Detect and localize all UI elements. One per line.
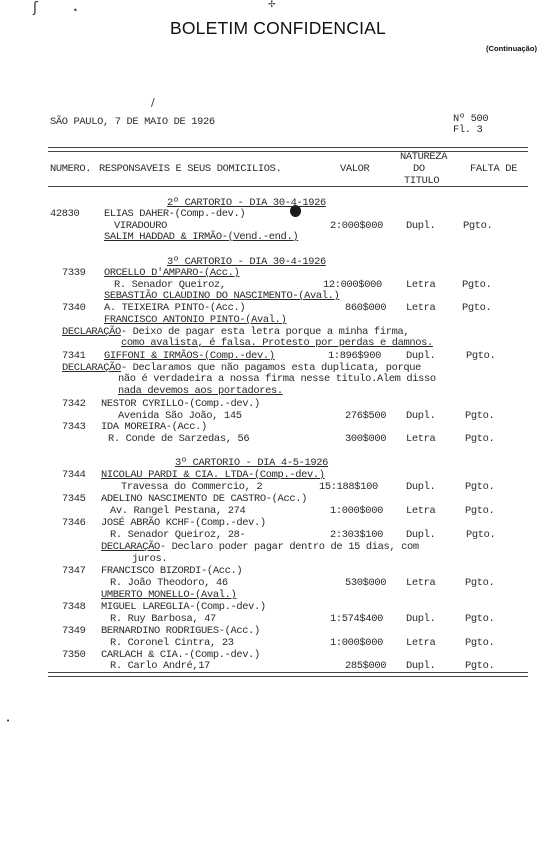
entry-line: R. Senador Queiroz, [114,279,226,291]
entry-nature: Dupl. [406,529,436,541]
bulletin-number: Nº 500 [453,113,489,125]
stray-dot: • [73,6,78,15]
entry-value: 1:000$000 [330,637,383,649]
entry-reason: Pgto. [465,660,495,672]
declaration-label: DECLARAÇÃO [62,362,121,374]
col-valor: VALOR [340,163,370,175]
entry-number: 7345 [62,493,86,505]
col-numero: NUMERO. [50,163,92,175]
entry-line: Av. Rangel Pestana, 274 [110,505,246,517]
entry-nature: Dupl. [406,613,436,625]
header-bottom-rule [48,186,528,187]
continuation-label: (Continuação) [486,44,538,53]
entry-line: MIGUEL LAREGLIA-(Comp.-dev.) [101,601,266,613]
entry-line: IDA MOREIRA-(Acc.) [101,421,207,433]
table-bottom-rule [48,672,528,673]
entry-line: R. Carlo André,17 [110,660,211,672]
declaration-line: nada devemos aos portadores. [118,385,283,397]
entry-nature: Dupl. [406,350,436,362]
stray-dot: • [6,717,11,725]
entry-value: 15:188$100 [319,481,378,493]
entry-line: Avenida São João, 145 [118,410,242,422]
entry-reason: Pgto. [466,529,496,541]
entry-value: 1:574$400 [330,613,383,625]
entry-line: ELIAS DAHER-(Comp.-dev.) [104,208,246,220]
entry-nature: Dupl. [406,410,436,422]
header-top-rule [48,151,528,152]
entry-line: FRANCISCO BIZORDI-(Acc.) [101,565,243,577]
declaration-line: - Declaro poder pagar dentro de 15 dias, com [159,541,419,553]
col-do: DO [413,163,425,175]
entry-value: 860$000 [345,302,387,314]
entry-number: 7344 [62,469,86,481]
entry-line: SEBASTIÃO CLAUDINO DO NASCIMENTO-(Aval.) [104,290,340,302]
entry-line: GIFFONI & IRMÃOS-(Comp.-dev.) [104,350,275,362]
col-falta-de: FALTA DE [470,163,518,175]
entry-reason: Pgto. [465,613,495,625]
entry-reason: Pgto. [465,410,495,422]
entry-reason: Pgto. [462,302,492,314]
declaration-line: - Declaramos que não pagamos esta duplicata, porque [120,362,422,374]
declaration-label: DECLARAÇÃO [101,541,160,553]
entry-value: 12:000$000 [323,279,382,291]
entry-line: NICOLAU PARDI & CIA. LTDA-(Comp.-dev.) [101,469,325,481]
entry-nature: Letra [406,302,436,314]
entry-reason: Pgto. [465,433,495,445]
entry-line: NESTOR CYRILLO-(Comp.-dev.) [101,398,260,410]
entry-nature: Letra [406,637,436,649]
col-titulo: TITULO [404,175,440,187]
declaration-line: como avalista, é falsa. Protesto por perdas e damnos. [121,337,433,349]
section-heading: 3º CARTORIO - DIA 30-4-1926 [167,256,326,268]
header-top-rule [48,147,528,148]
section-heading: 3º CARTORIO - DIA 4-5-1926 [175,457,329,469]
entry-line: R. Conde de Sarzedas, 56 [108,433,250,445]
entry-reason: Pgto. [462,279,492,291]
entry-number: 7340 [62,302,86,314]
entry-line: VIRADOURO [114,220,167,232]
entry-line: R. Coronel Cintra, 23 [110,637,234,649]
entry-value: 530$000 [345,577,387,589]
section-heading: 2º CARTORIO - DIA 30-4-1926 [167,197,326,209]
entry-line: JOSÉ ABRÃO KCHF-(Comp.-dev.) [101,517,266,529]
entry-nature: Letra [406,505,436,517]
entry-line: R. João Theodoro, 46 [110,577,228,589]
entry-number: 7348 [62,601,86,613]
entry-nature: Letra [406,279,436,291]
entry-line: ADELINO NASCIMENTO DE CASTRO-(Acc.) [101,493,307,505]
declaration-line: juros. [132,553,168,565]
stray-mark: ʃ [33,0,38,16]
entry-value: 285$000 [345,660,387,672]
entry-value: 276$500 [345,410,387,422]
entry-line: ORCELLO D'AMPARO-(Acc.) [104,267,240,279]
entry-reason: Pgto. [463,220,493,232]
entry-value: 2:000$000 [330,220,383,232]
declaration-text [101,542,419,553]
entry-line: UMBERTO MONELLO-(Aval.) [101,589,237,601]
entry-number: 7343 [62,421,86,433]
entry-number: 7346 [62,517,86,529]
entry-value: 2:303$100 [330,529,383,541]
stray-mark: / [151,96,155,109]
entry-line: FRANCISCO ANTONIO PINTO-(Aval.) [104,314,287,326]
date-line: SÃO PAULO, 7 DE MAIO DE 1926 [50,116,215,128]
declaration-line: não é verdadeira a nossa firma nesse titulo.Alem disso [118,373,436,385]
entry-line: A. TEIXEIRA PINTO-(Acc.) [104,302,246,314]
entry-line: CARLACH & CIA.-(Comp.-dev.) [101,649,260,661]
entry-reason: Pgto. [465,637,495,649]
col-responsaveis: RESPONSAVEIS E SEUS DOMICILIOS. [99,163,282,175]
declaration-label: DECLARAÇÃO [62,326,121,338]
entry-line: Travessa do Commercio, 2 [121,481,263,493]
entry-reason: Pgto. [465,481,495,493]
col-natureza: NATUREZA [400,151,448,163]
entry-nature: Dupl. [406,220,436,232]
sheet-number: Fl. 3 [453,124,483,136]
entry-number: 7339 [62,267,86,279]
entry-nature: Letra [406,577,436,589]
declaration-line: - Deixo de pagar esta letra porque a minha firma, [120,326,410,338]
entry-reason: Pgto. [465,577,495,589]
stray-mark: ✢ [268,0,276,10]
entry-line: R. Ruy Barbosa, 47 [110,613,216,625]
entry-value: 300$000 [345,433,387,445]
entry-number: 7349 [62,625,86,637]
entry-number: 7347 [62,565,86,577]
entry-line: R. Senador Queiroz, 28- [110,529,246,541]
entry-number: 7342 [62,398,86,410]
entry-nature: Letra [406,433,436,445]
entry-reason: Pgto. [465,505,495,517]
entry-number: 42830 [50,208,80,220]
entry-nature: Dupl. [406,660,436,672]
table-bottom-rule [48,676,528,677]
entry-number: 7341 [62,350,86,362]
entry-line: SALIM HADDAD & IRMÃO-(Vend.-end.) [104,231,299,243]
entry-number: 7350 [62,649,86,661]
entry-nature: Dupl. [406,481,436,493]
entry-line: BERNARDINO RODRIGUES-(Acc.) [101,625,260,637]
entry-reason: Pgto. [466,350,496,362]
entry-value: 1:896$900 [328,350,381,362]
document-title: BOLETIM CONFIDENCIAL [170,18,386,38]
entry-value: 1:000$000 [330,505,383,517]
